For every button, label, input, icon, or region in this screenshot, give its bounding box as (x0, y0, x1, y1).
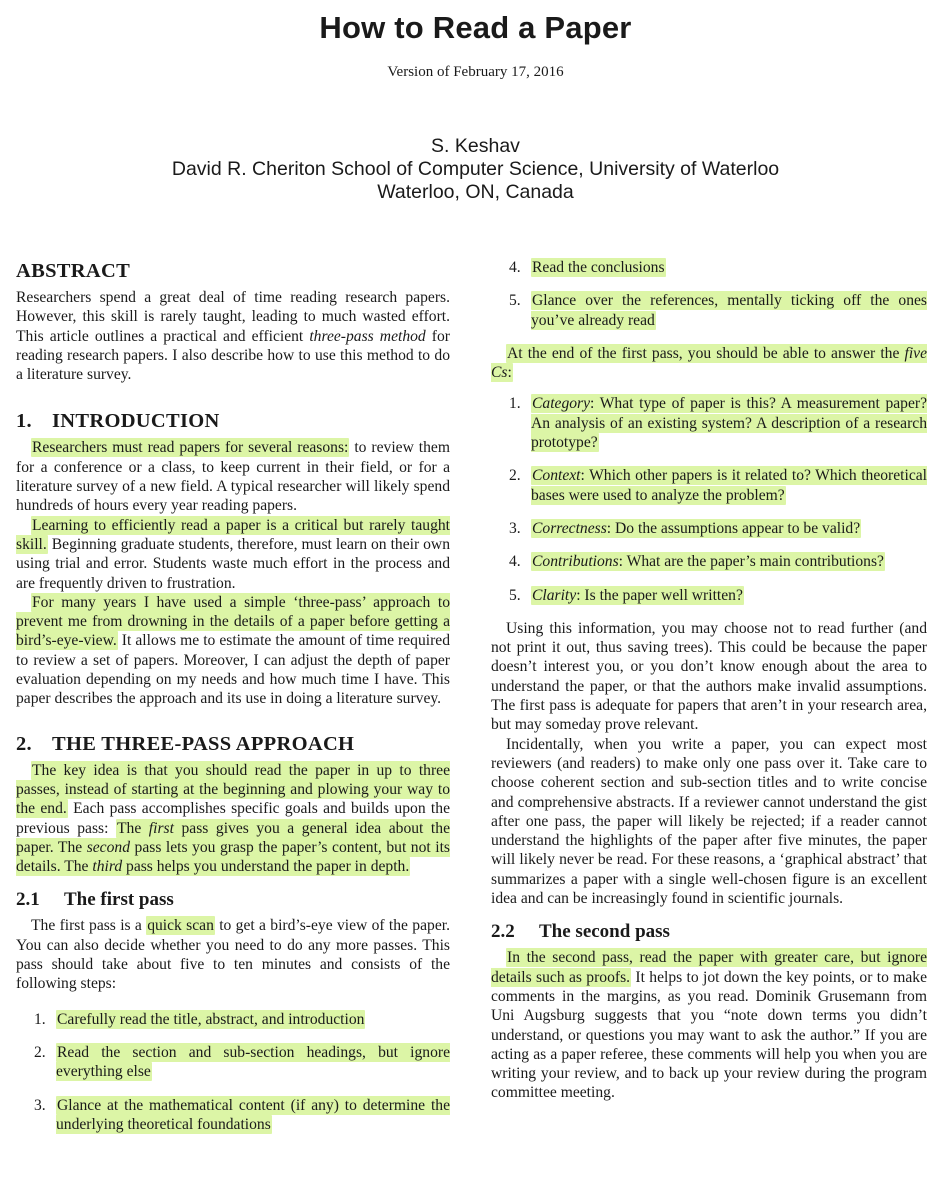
author-name: S. Keshav (431, 135, 520, 157)
list-item: 3. Glance at the mathematical content (if any) to determine the underlying theoretical foundations (34, 1096, 450, 1133)
highlight: Contributions: What are the paper’s main contributions? (532, 553, 884, 571)
section-heading-introduction: 1. INTRODUCTION (16, 410, 220, 433)
list-item: 5. Glance over the references, mentally ticking off the ones you’ve already read (509, 292, 927, 329)
subsection-heading-second-pass: 2.2 The second pass (491, 921, 670, 943)
highlight: Carefully read the title, abstract, and introduction (57, 1010, 365, 1028)
highlight: quick scan (147, 917, 214, 935)
left-column (16, 258, 450, 1134)
intro-paragraph-1: Researchers must read papers for several reasons: to review them for a conference or a class, to keep current in their field, or for a literature survey of a new field. A typical researcher will likely spend hundreds of hours every year reading papers. (16, 439, 450, 515)
highlight: In the second pass, read the paper with greater care, but ignore details such as proofs. (491, 949, 927, 986)
highlight: Glance over the references, mentally ticking off the ones you’ve already read (531, 292, 927, 329)
author-block (0, 135, 951, 204)
incidentally-paragraph: Incidentally, when you write a paper, you can expect most reviewers (and readers) to make only one pass over it. Take care to choose coherent section and sub-section titles and to write concise and comprehensive abstracts. If a reviewer cannot understand the gist after one pass, the paper will likely be rejected; if a reader cannot understand the highlights of the paper after five minutes, the paper will likely never be read. For these reasons, a ‘graphical abstract’ that summarizes a paper with a single well-chosen figure is an excellent idea and can be increasingly found in scientific journals. (491, 735, 927, 908)
highlight: Correctness: Do the assumptions appear to be valid? (532, 519, 861, 537)
paper-title: How to Read a Paper (319, 10, 632, 45)
second-pass-paragraph: In the second pass, read the paper with greater care, but ignore details such as proofs. It helps to jot down the key points, or to make comments in the margins, as you read. Dominik Grusemann from Uni Augsburg suggests that you “note down terms you didn’t understand, or questions you may want to ask the author.” If you are acting as a paper referee, these comments will help you when you are writing your review, and to back up your review during the program committee meeting. (491, 949, 928, 1102)
highlight: The first pass gives you a general idea about the paper. The second pass lets you grasp the paper’s content, but not its details. The third pass helps you understand the paper in depth. (16, 819, 450, 876)
using-information-paragraph: Using this information, you may choose not to read further (and not print it out, thus saving trees). This could be because the paper doesn’t interest you, or you don’t know enough about the area to understand the paper, or that the authors make invalid assumptions. The first pass is adequate for papers that aren’t in your research area, but may someday prove relevant. (491, 619, 927, 734)
section-heading-three-pass: 2. THE THREE-PASS APPROACH (16, 732, 355, 755)
highlight: For many years I have used a simple ‘three-pass’ approach to prevent me from drowning in the details of a paper before getting a bird’s-eye-view. (16, 593, 450, 650)
first-pass-intro: The first pass is a quick scan to get a bird’s-eye view of the paper. You can also decide whether you need to do any more passes. This pass should take about five to ten minutes and consists of the following steps: (16, 917, 450, 993)
first-pass-steps-list (16, 1010, 450, 1134)
right-column (491, 258, 927, 1103)
highlight: Category: What type of paper is this? A measurement paper? An analysis of an existing system? A description of a research prototype? (531, 395, 927, 452)
list-item: 4. Read the conclusions (509, 259, 665, 276)
abstract-heading: ABSTRACT (16, 260, 131, 282)
highlight: At the end of the first pass, you should be able to answer the five Cs: (491, 344, 927, 382)
highlight: The key idea is that you should read the paper in up to three passes, instead of starting at the beginning and plowing your way to the end. (16, 761, 450, 818)
five-cs-list (491, 394, 927, 604)
highlight: Read the conclusions (532, 259, 665, 276)
version-line: Version of February 17, 2016 (387, 64, 564, 80)
author-location: Waterloo, ON, Canada (377, 181, 574, 203)
subsection-heading-first-pass: 2.1 The first pass (16, 889, 174, 911)
author-affiliation: David R. Cheriton School of Computer Science, University of Waterloo (171, 158, 780, 180)
highlight: Glance at the mathematical content (if any) to determine the underlying theoretical foundations (56, 1096, 450, 1133)
highlight: Learning to efficiently read a paper is a critical but rarely taught skill. (16, 516, 450, 553)
five-cs-intro (491, 344, 927, 383)
list-item: 2. Read the section and sub-section headings, but ignore everything else (34, 1043, 450, 1081)
abstract-text: Researchers spend a great deal of time reading research papers. However, this skill is rarely taught, leading to much wasted effort. This article outlines a practical and efficient three-pass method for reading research papers. I also describe how to use this method to do a literature survey. (16, 289, 450, 384)
highlight: Researchers must read papers for several reasons: (32, 439, 349, 457)
intro-paragraph-2: Learning to efficiently read a paper is a critical but rarely taught skill. Beginning graduate students, therefore, must learn on their own using trial and error. Students waste much effort in the process and are frequently driven to frustration. (16, 516, 450, 592)
three-pass-paragraph: The key idea is that you should read the paper in up to three passes, instead of starting at the beginning and plowing your way to the end. Each pass accomplishes specific goals and builds upon the previous pass: The first pass gives you a general idea about the paper. The second pass lets you grasp the paper’s content, but not its details. The third pass helps you understand the paper in depth. (16, 761, 450, 876)
highlight: Context: Which other papers is it related to? Which theoretical bases were used to analyze the problem? (531, 467, 927, 504)
intro-paragraph-3: For many years I have used a simple ‘three-pass’ approach to prevent me from drowning in the details of a paper before getting a bird’s-eye-view. It allows me to estimate the amount of time required to review a set of papers. Moreover, I can adjust the depth of paper evaluation depending on my needs and how much time I have. This paper describes the approach and its use in doing a literature survey. (16, 593, 450, 708)
list-item: 2. Context: Which other papers is it related to? Which theoretical bases were used to analyze the problem? (509, 467, 927, 504)
list-item: 3. Correctness: Do the assumptions appear to be valid? (509, 519, 861, 537)
list-item: 4. Contributions: What are the paper’s main contributions? (509, 553, 884, 571)
first-pass-steps-list-continued (491, 258, 927, 330)
highlight: Read the section and sub-section headings, but ignore everything else (56, 1043, 450, 1081)
highlight: Clarity: Is the paper well written? (532, 586, 743, 604)
list-item: 1. Carefully read the title, abstract, and introduction (34, 1010, 365, 1028)
list-item: 1. Category: What type of paper is this? A measurement paper? An analysis of an existing system? A description of a research prototype? (509, 395, 927, 452)
list-item: 5. Clarity: Is the paper well written? (509, 586, 743, 604)
